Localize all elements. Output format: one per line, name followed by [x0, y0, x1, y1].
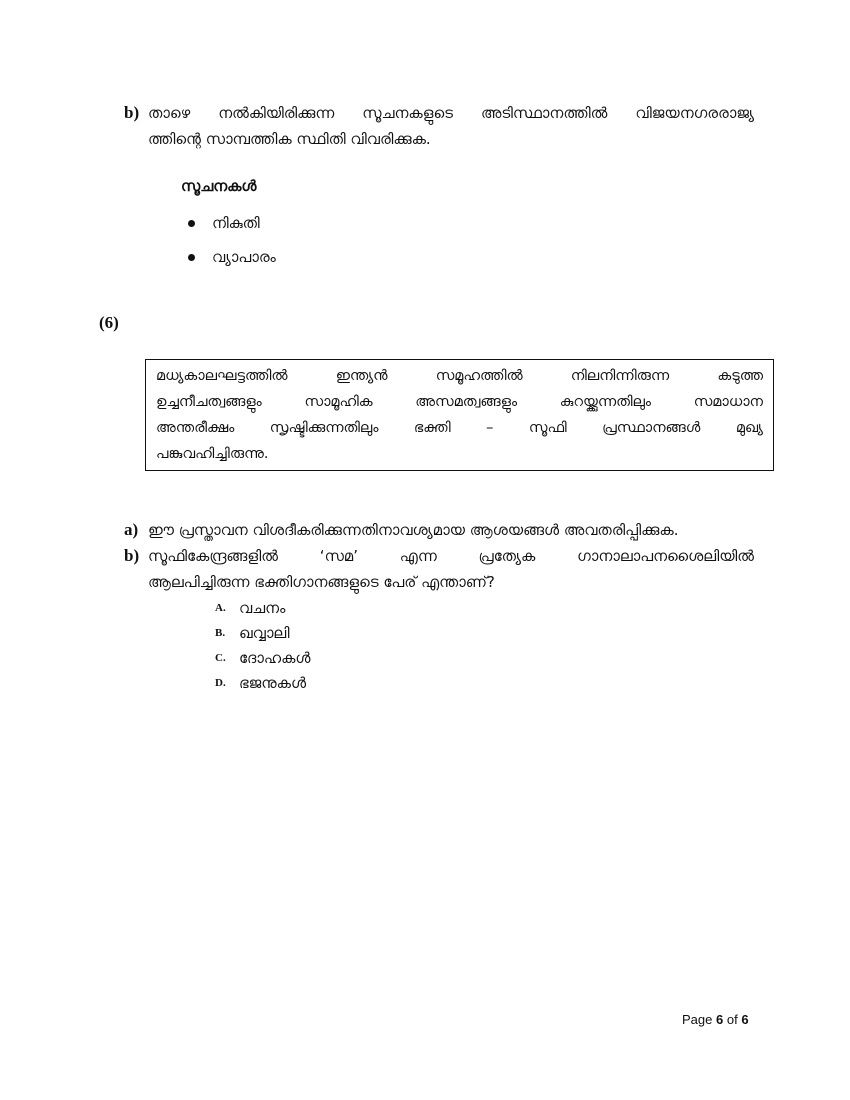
list-item — [188, 240, 276, 274]
passage-line: മധ്യകാലഘട്ടത്തിൽ ഇന്ത്യൻ സമൂഹത്തിൽ നിലനിന്നിരുന്ന കടുത്ത — [156, 368, 763, 384]
option-d — [215, 670, 310, 695]
page-footer — [682, 1012, 749, 1027]
question-b2-text-line-2: ആലപിച്ചിരുന്ന ഭക്തിഗാനങ്ങളുടെ പേര് എന്താണ്? — [148, 573, 495, 591]
page-of-label: of — [726, 1012, 738, 1027]
question-b2-text-line-1: സൂഫികേന്ദ്രങ്ങളിൽ ‘സമ’ എന്ന പ്രത്യേക ഗാനാലാപനശൈലിയിൽ — [148, 547, 754, 565]
passage-line: പങ്കുവഹിച്ചിരുന്നു. — [156, 446, 269, 462]
option-letter: A. — [215, 601, 226, 614]
passage-box — [145, 359, 774, 471]
option-b — [215, 620, 310, 645]
passage-line: ഉച്ചനീചത്വങ്ങളും സാമൂഹിക അസമത്വങ്ങളും കുറയ്ക്കുന്നതിലും സമാധാന — [156, 394, 763, 410]
question-b2-marker: b) — [124, 546, 140, 565]
page-current: 6 — [716, 1012, 724, 1027]
question-a-marker: a) — [124, 520, 139, 539]
page-total: 6 — [741, 1012, 749, 1027]
list-item — [188, 206, 276, 240]
bullet-icon — [188, 220, 195, 227]
hint-text: നികുതി — [212, 214, 260, 232]
hints-list — [188, 206, 276, 274]
option-a — [215, 595, 310, 620]
question-b-marker: b) — [124, 103, 140, 122]
option-text: ഭജനുകൾ — [239, 673, 307, 692]
options-list — [215, 595, 310, 695]
bullet-icon — [188, 254, 195, 261]
option-text: വചനം — [239, 598, 286, 617]
hint-text: വ്യാപാരം — [212, 248, 276, 266]
question-number: (6) — [99, 313, 119, 332]
option-letter: C. — [215, 651, 226, 664]
question-b-text-line-1: താഴെ നൽകിയിരിക്കുന്ന സൂചനകളുടെ അടിസ്ഥാനത്തിൽ വിജയനഗരരാജ്യ — [148, 104, 754, 122]
option-text: ദോഹകൾ — [239, 648, 311, 667]
option-c — [215, 645, 310, 670]
option-letter: B. — [215, 626, 226, 639]
question-a-text: ഈ പ്രസ്താവന വിശദീകരിക്കുന്നതിനാവശ്യമായ ആശയങ്ങൾ അവതരിപ്പിക്കുക. — [148, 521, 679, 539]
option-text: ഖവ്വാലി — [239, 623, 290, 642]
passage-line: അന്തരീക്ഷം സൃഷ്ടിക്കുന്നതിലും ഭക്തി – സൂഫി പ്രസ്ഥാനങ്ങൾ മുഖ്യ — [156, 420, 763, 436]
question-b-text-line-2: ത്തിന്റെ സാമ്പത്തിക സ്ഥിതി വിവരിക്കുക. — [148, 130, 431, 148]
option-letter: D. — [215, 676, 226, 689]
hints-heading: സൂചനകൾ — [181, 177, 257, 195]
page-label: Page — [682, 1012, 713, 1027]
